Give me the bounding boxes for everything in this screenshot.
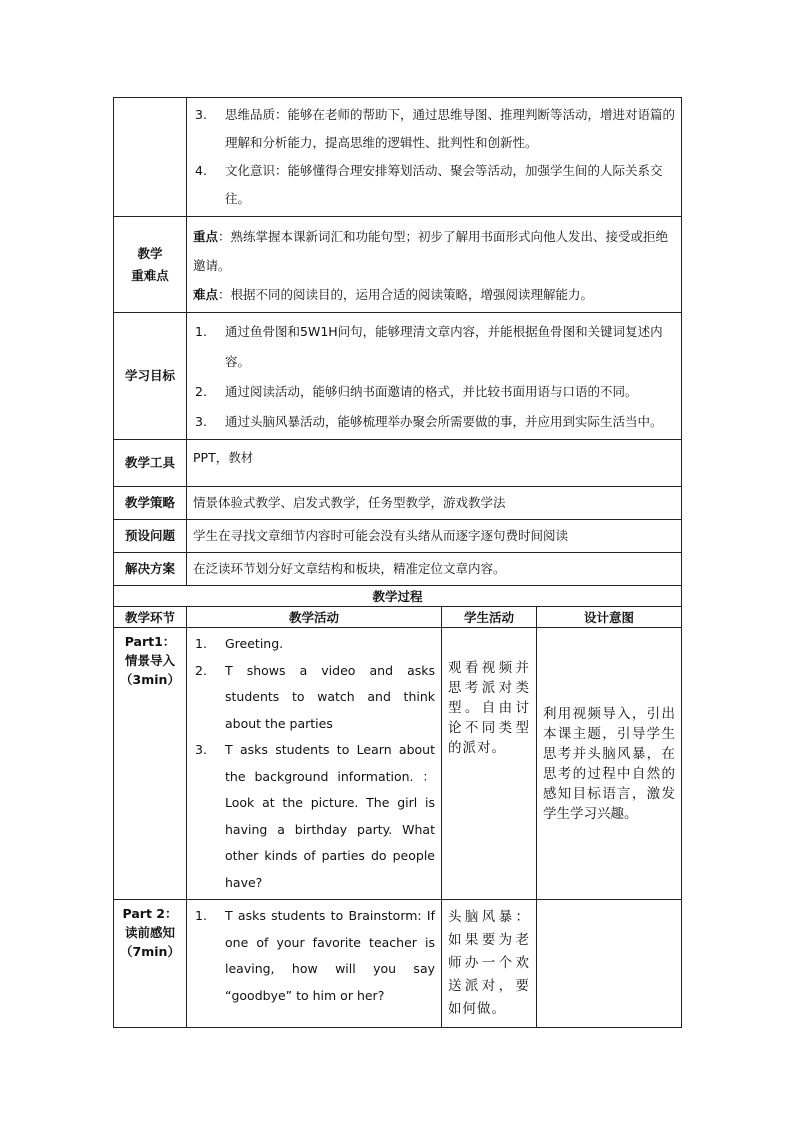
activity-number: 1. (195, 636, 207, 651)
solutions-text: 在泛读环节划分好文章结构和板块，精准定位文章内容。 (187, 553, 682, 586)
goals-label-cell (114, 98, 187, 217)
lesson-plan-page (113, 97, 681, 1028)
focus-text: ：熟练掌握本课新词汇和功能句型；初步了解用书面形式向他人发出、接受或拒绝邀请。 (193, 229, 669, 273)
objectives-label: 学习目标 (114, 313, 187, 440)
part-label (114, 628, 187, 900)
process-part-row (114, 900, 682, 1028)
objective-number: 3. (195, 414, 207, 429)
activity-text: Greeting. (225, 636, 284, 651)
key-points-label-line1: 教学 (137, 245, 163, 261)
design-intent-cell (537, 900, 682, 1028)
focus-paragraph (193, 222, 675, 280)
process-title-row (114, 586, 682, 607)
tools-label: 教学工具 (114, 440, 187, 487)
teacher-activity-cell (187, 628, 442, 900)
objective-item (193, 407, 675, 437)
goals-content-cell (187, 98, 682, 217)
part-label-line2: 情景导入 (124, 653, 175, 668)
key-points-label (114, 217, 187, 313)
activity-text: T shows a video and asks students to watch and think about the parties (225, 662, 435, 731)
goals-list (193, 101, 675, 213)
strategy-row (114, 487, 682, 520)
activity-text: T asks students to Brainstorm: If one of your favorite teacher is leaving, how will you say “goodbye” to him or her? (225, 908, 435, 1003)
objectives-row (114, 313, 682, 440)
student-activity-cell: 观看视频并思考派对类型。自由讨论不同类型的派对。 (442, 628, 537, 900)
activity-list (193, 631, 435, 896)
process-title: 教学过程 (114, 586, 682, 607)
objectives-list (193, 317, 675, 437)
part-label-line2: 读前感知 (124, 925, 175, 940)
header-step: 教学环节 (114, 607, 187, 628)
activity-item (193, 658, 435, 738)
difficulty-paragraph (193, 280, 675, 309)
design-intent-cell: 利用视频导入，引出本课主题，引导学生思考并头脑风暴，在思考的过程中自然的感知目标语言，激发学生学习兴趣。 (537, 628, 682, 900)
activity-list (193, 903, 435, 1009)
header-student-activity: 学生活动 (442, 607, 537, 628)
objective-text: 通过鱼骨图和5W1H问句，能够理清文章内容，并能根据鱼骨图和关键词复述内容。 (225, 324, 663, 369)
goals-continued-row (114, 98, 682, 217)
activity-text: T asks students to Learn about the background information. ：Look at the picture. The girl is having a birthday party. What other kinds of parties do people have? (225, 742, 435, 890)
key-points-content (187, 217, 682, 313)
goal-text: 文化意识：能够懂得合理安排筹划活动、聚会等活动，加强学生间的人际关系交往。 (225, 163, 663, 206)
solutions-row (114, 553, 682, 586)
teacher-activity-cell (187, 900, 442, 1028)
header-teacher-activity: 教学活动 (187, 607, 442, 628)
objective-number: 2. (195, 384, 207, 399)
activity-number: 2. (195, 662, 207, 678)
goal-number: 4. (195, 163, 207, 178)
part-label (114, 900, 187, 1028)
objectives-content (187, 313, 682, 440)
difficulty-text: ：根据不同的阅读目的，运用合适的阅读策略，增强阅读理解能力。 (218, 287, 594, 302)
activity-number: 3. (195, 742, 207, 757)
lesson-plan-table (113, 97, 682, 1028)
strategy-text: 情景体验式教学、启发式教学，任务型教学，游戏教学法 (187, 487, 682, 520)
goal-number: 3. (195, 107, 207, 122)
part-label-line3: （3min） (120, 672, 180, 687)
process-header-row (114, 607, 682, 628)
objective-item (193, 317, 675, 377)
focus-title: 重点 (193, 229, 219, 244)
objective-item (193, 377, 675, 407)
key-points-label-line2: 重难点 (131, 267, 169, 283)
tools-row (114, 440, 682, 487)
key-points-row (114, 217, 682, 313)
activity-number: 1. (195, 908, 207, 923)
objective-text: 通过头脑风暴活动，能够梳理举办聚会所需要做的事，并应用到实际生活当中。 (225, 414, 663, 429)
difficulty-title: 难点 (193, 287, 219, 302)
tools-text: PPT，教材 (187, 440, 682, 487)
part-label-line1: Part1： (124, 634, 176, 649)
goal-item (193, 157, 675, 213)
activity-item (193, 737, 435, 896)
student-activity-cell: 头脑风暴：如果要为老师办一个欢送派对，要如何做。 (442, 900, 537, 1028)
problems-row (114, 520, 682, 553)
activity-item (193, 903, 435, 1009)
part-label-line1: Part 2： (122, 906, 178, 921)
activity-item (193, 631, 435, 658)
strategy-label: 教学策略 (114, 487, 187, 520)
problems-label: 预设问题 (114, 520, 187, 553)
process-part-row (114, 628, 682, 900)
objective-text: 通过阅读活动，能够归纳书面邀请的格式，并比较书面用语与口语的不同。 (225, 384, 638, 399)
goal-item (193, 101, 675, 157)
problems-text: 学生在寻找文章细节内容时可能会没有头绪从而逐字逐句费时间阅读 (187, 520, 682, 553)
part-label-line3: （7min） (120, 944, 180, 959)
solutions-label: 解决方案 (114, 553, 187, 586)
goal-text: 思维品质：能够在老师的帮助下，通过思维导图、推理判断等活动，增进对语篇的理解和分析能力，提高思维的逻辑性、批判性和创新性。 (225, 107, 676, 150)
header-design-intent: 设计意图 (537, 607, 682, 628)
objective-number: 1. (195, 324, 207, 339)
